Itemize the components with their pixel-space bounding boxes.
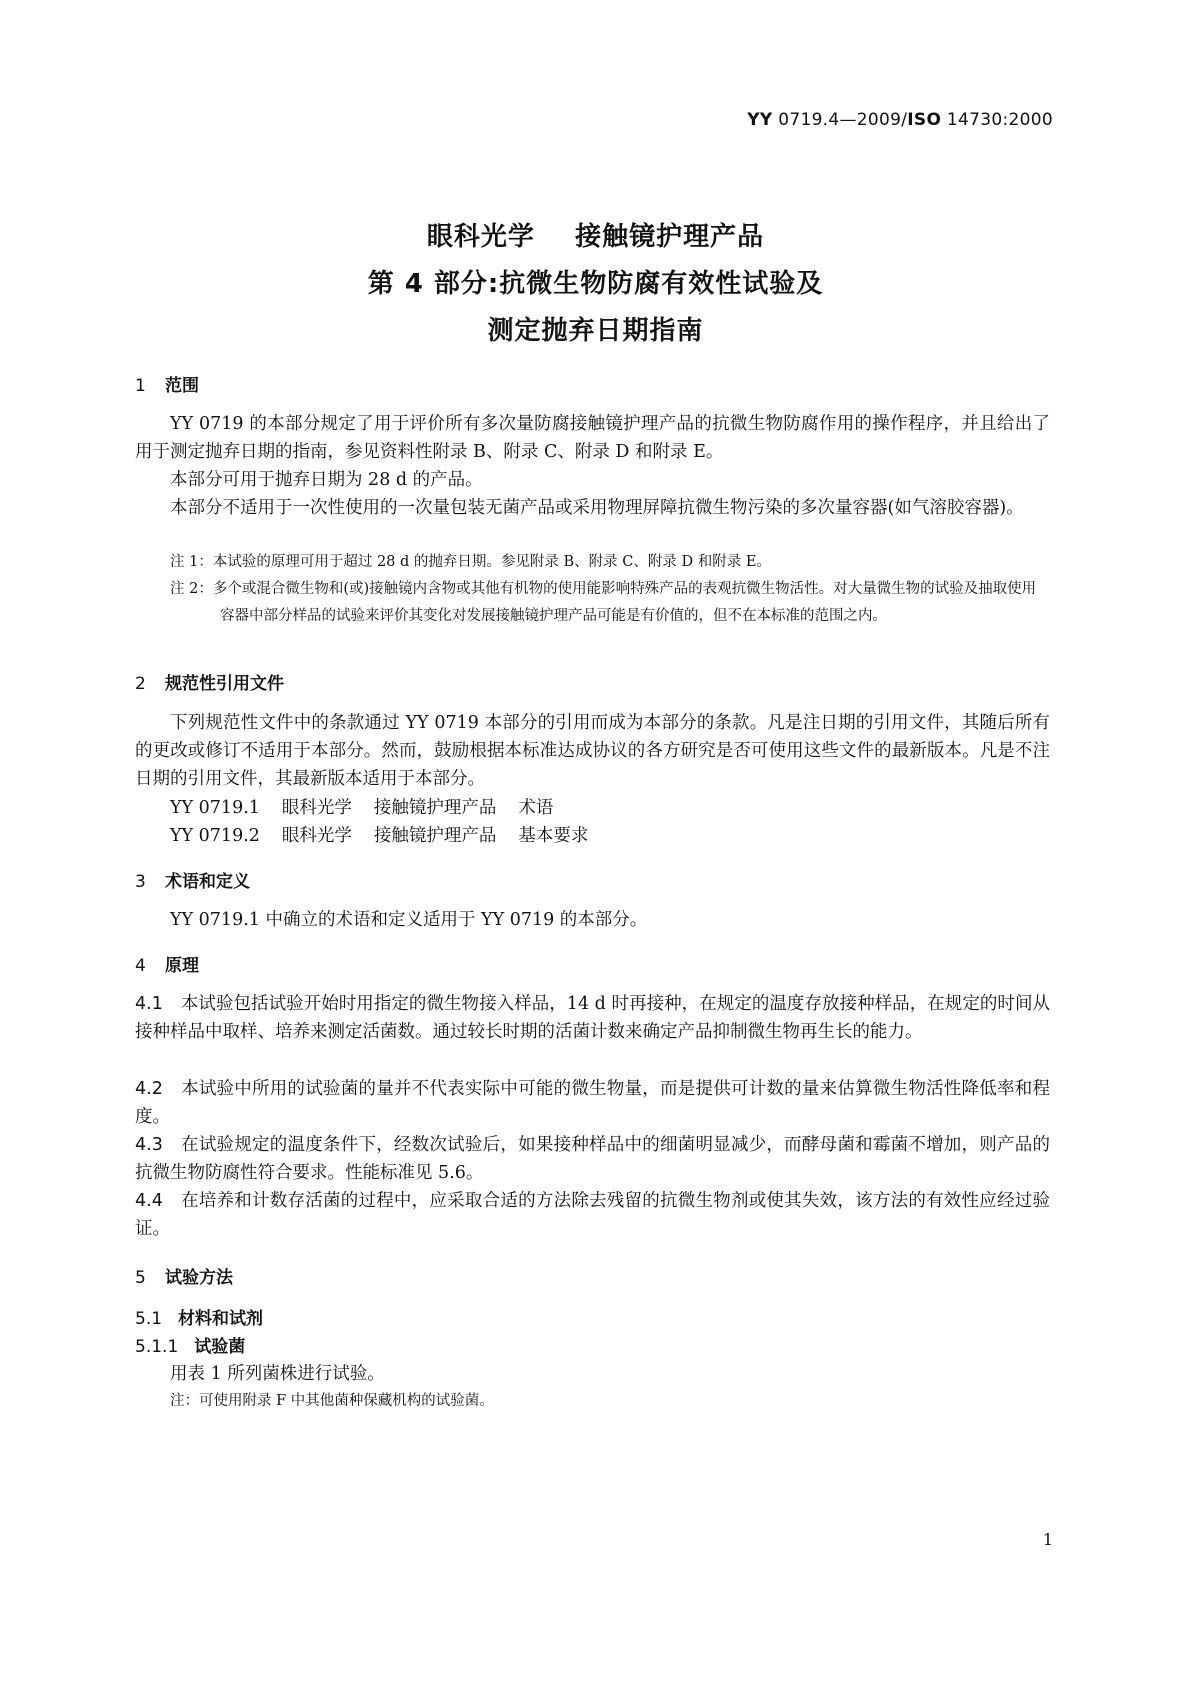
reference-code: YY 0719.1 [170, 798, 260, 818]
section-title: 试验方法 [165, 1268, 233, 1288]
clause-number: 4.1 [135, 994, 163, 1014]
reference-title-c: 术语 [518, 798, 554, 818]
header-iso: ISO [907, 110, 942, 130]
section-1-paragraph-1: YY 0719 的本部分规定了用于评价所有多次量防腐接触镜护理产品的抗微生物防腐作用的操作程序，并且给出了用于测定抛弃日期的指南，参见资料性附录 B、附录 C、附录 D 和附录 E。 [135, 414, 1050, 462]
section-number: 3 [135, 872, 146, 892]
section-1-note-2: 注 2：多个或混合微生物和(或)接触镜内含物或其他有机物的使用能影响特殊产品的表观抗微生物活性。对大量微生物的试验及抽取使用容器中部分样品的试验来评价其变化对发展接触镜护理产品可能是有价值的，但不在本标准的范围之内。 [170, 581, 1037, 624]
subsection-5-1-heading [135, 1304, 263, 1329]
clause-4-1 [135, 990, 1050, 1046]
reference-item [170, 794, 575, 819]
subsection-number: 5.1.1 [135, 1337, 179, 1357]
section-5-note: 注：可使用附录 F 中其他菌种保藏机构的试验菌。 [170, 1393, 494, 1409]
section-title: 术语和定义 [165, 872, 250, 892]
reference-title-b: 接触镜护理产品 [373, 826, 497, 846]
clause-4-2 [135, 1075, 1050, 1131]
clause-4-4 [135, 1187, 1050, 1243]
clause-4-3 [135, 1131, 1050, 1187]
reference-title-b: 接触镜护理产品 [373, 798, 497, 818]
reference-title-c: 基本要求 [518, 826, 589, 846]
clause-number: 4.2 [135, 1079, 163, 1099]
section-4-heading [135, 951, 199, 976]
section-title: 范围 [165, 376, 199, 396]
clause-text: 在培养和计数存活菌的过程中，应采取合适的方法除去残留的抗微生物剂或使其失效，该方法的有效性应经过验证。 [135, 1191, 1050, 1239]
section-3-heading [135, 867, 250, 892]
reference-item [170, 822, 610, 847]
title-line-2: 第 4 部分:抗微生物防腐有效性试验及 [367, 269, 824, 299]
section-number: 5 [135, 1268, 146, 1288]
section-2-heading [135, 669, 284, 694]
section-1-paragraph-2: 本部分可用于抛弃日期为 28 d 的产品。 [170, 470, 483, 490]
header-end: 14730:2000 [941, 110, 1053, 130]
section-2-paragraph-1: 下列规范性文件中的条款通过 YY 0719 本部分的引用而成为本部分的条款。凡是注日期的引用文件，其随后所有的更改或修订不适用于本部分。然而，鼓励根据本标准达成协议的各方研究是否可使用这些文件的最新版本。凡是不注日期的引用文件，其最新版本适用于本部分。 [135, 713, 1050, 789]
section-number: 4 [135, 956, 146, 976]
section-3-paragraph-1: YY 0719.1 中确立的术语和定义适用于 YY 0719 的本部分。 [170, 910, 648, 930]
reference-title-a: 眼科光学 [281, 826, 352, 846]
clause-number: 4.3 [135, 1135, 163, 1155]
subsection-number: 5.1 [135, 1309, 163, 1329]
section-1-heading [135, 371, 199, 396]
subsection-5-1-1-heading [135, 1332, 245, 1357]
section-number: 2 [135, 674, 146, 694]
section-1-note-1: 注 1：本试验的原理可用于超过 28 d 的抛弃日期。参见附录 B、附录 C、附录 D 和附录 E。 [170, 554, 771, 570]
section-1-paragraph-3: 本部分不适用于一次性使用的一次量包装无菌产品或采用物理屏障抗微生物污染的多次量容器(如气溶胶容器)。 [170, 498, 1024, 518]
reference-code: YY 0719.2 [170, 826, 260, 846]
subsection-title: 试验菌 [194, 1337, 246, 1357]
section-title: 规范性引用文件 [165, 674, 284, 694]
title-line-3: 测定抛弃日期指南 [487, 316, 704, 346]
clause-text: 在试验规定的温度条件下，经数次试验后，如果接种样品中的细菌明显减少，而酵母菌和霉菌不增加，则产品的抗微生物防腐性符合要求。性能标准见 5.6。 [135, 1135, 1050, 1183]
title-line-1: 眼科光学 接触镜护理产品 [426, 222, 765, 252]
clause-number: 4.4 [135, 1191, 163, 1211]
section-title: 原理 [165, 956, 199, 976]
section-5-heading [135, 1263, 233, 1288]
page-number: 1 [1042, 1530, 1053, 1549]
section-5-paragraph-1: 用表 1 所列菌株进行试验。 [170, 1364, 385, 1384]
reference-title-a: 眼科光学 [281, 798, 352, 818]
clause-text: 本试验包括试验开始时用指定的微生物接入样品，14 d 时再接种，在规定的温度存放接种样品，在规定的时间从接种样品中取样、培养来测定活菌数。通过较长时期的活菌计数来确定产品抑制微生物再生长的能力。 [135, 994, 1050, 1042]
header-middle: 0719.4—2009/ [772, 110, 908, 130]
subsection-title: 材料和试剂 [178, 1309, 264, 1329]
section-number: 1 [135, 376, 146, 396]
clause-text: 本试验中所用的试验菌的量并不代表实际中可能的微生物量，而是提供可计数的量来估算微生物活性降低率和程度。 [135, 1079, 1050, 1127]
header-prefix: YY [747, 110, 773, 130]
